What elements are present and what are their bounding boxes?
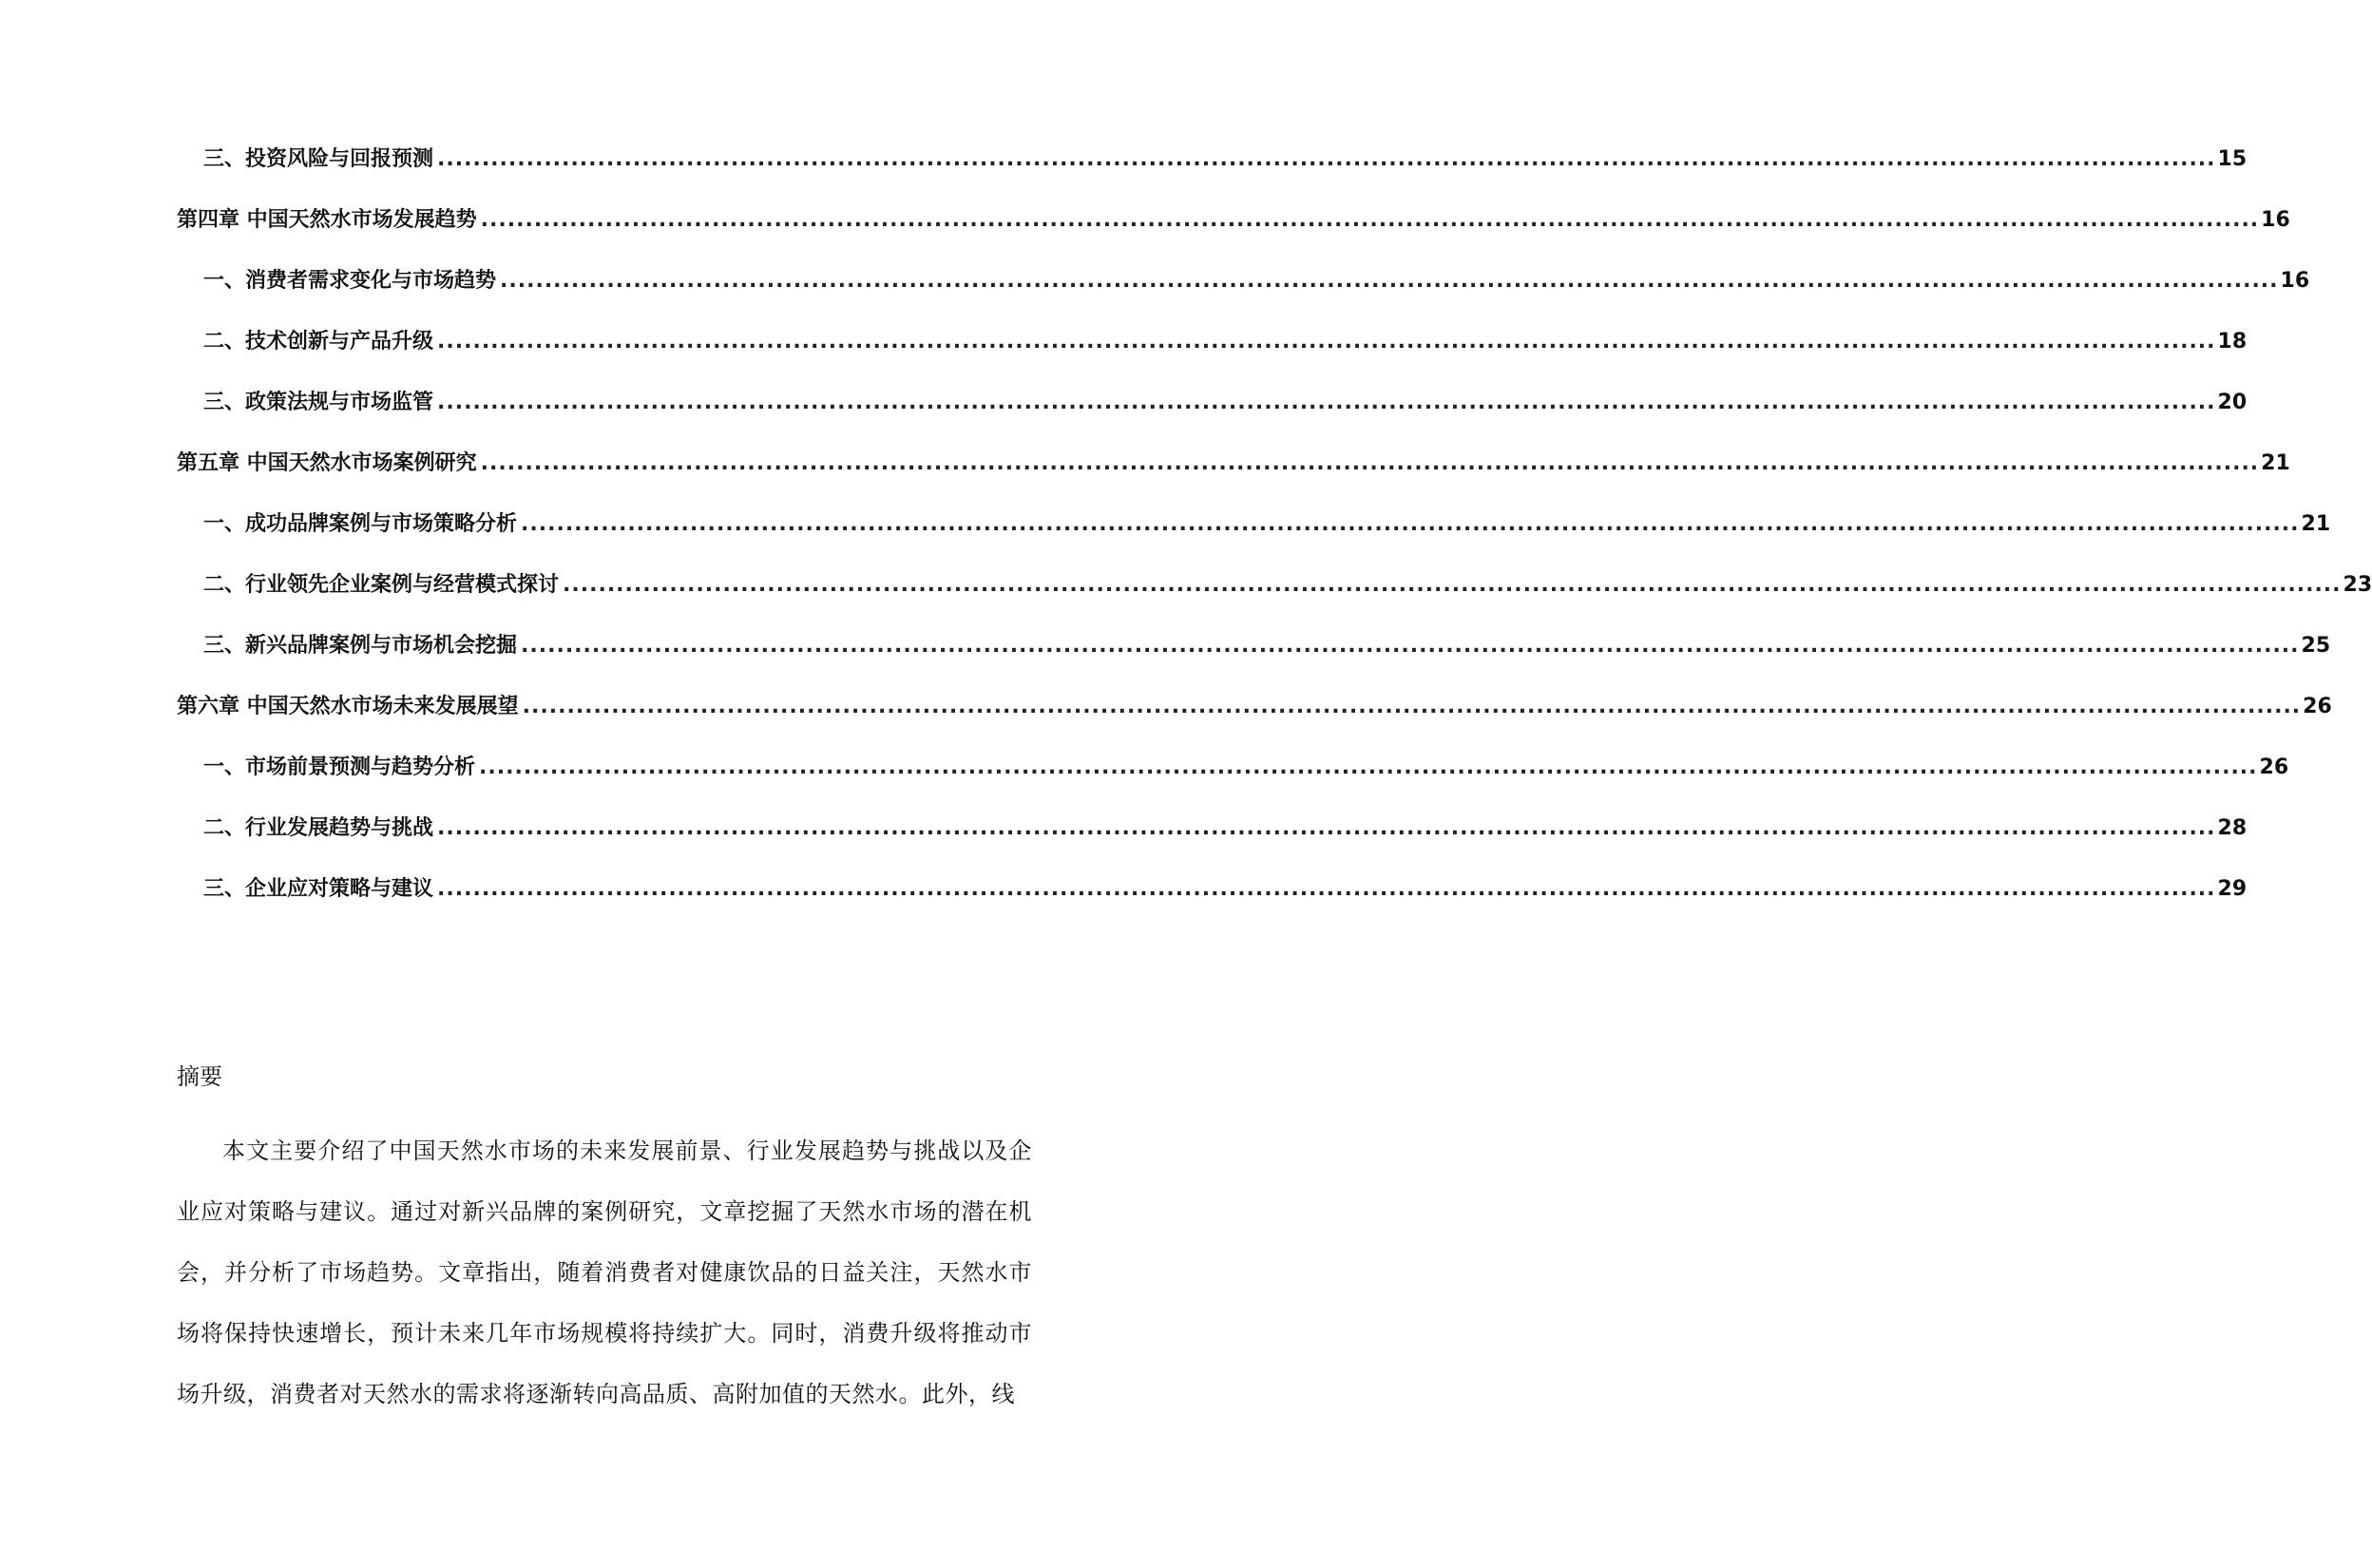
toc-entry-number: 三、 xyxy=(203,634,246,658)
toc-leader-dots: ........................................................................................................................................................................................................ xyxy=(479,755,2258,779)
toc-entry-page: 15 xyxy=(2217,147,2248,171)
toc-entry-page: 16 xyxy=(2261,208,2290,232)
toc-entry[interactable] xyxy=(177,264,2310,325)
toc-entry[interactable] xyxy=(177,203,2290,264)
toc-entry[interactable] xyxy=(177,143,2248,203)
toc-chapter-title: 第四章 中国天然水市场发展趋势 xyxy=(177,208,477,232)
toc-entry-number: 一、 xyxy=(203,755,246,779)
toc-entry-number: 二、 xyxy=(203,816,246,840)
abstract-body: 本文主要介绍了中国天然水市场的未来发展前景、行业发展趋势与挑战以及企业应对策略与建议。通过对新兴品牌的案例研究，文章挖掘了天然水市场的潜在机会，并分析了市场趋势。文章指出，随着消费者对健康饮品的日益关注，天然水市场将保持快速增长，预计未来几年市场规模将持续扩大。同时，消费升级将推动市场升级，消费者对天然水的需求将逐渐转向高品质、高附加值的天然水。此外，线 xyxy=(177,1138,1032,1407)
toc-entry-page: 21 xyxy=(2301,512,2331,536)
toc-entry[interactable] xyxy=(177,386,2248,447)
toc-entry-title: 新兴品牌案例与市场机会挖掘 xyxy=(245,634,518,658)
toc-entry-title: 企业应对策略与建议 xyxy=(245,877,434,901)
toc-entry-page: 18 xyxy=(2217,330,2248,354)
toc-entry-title: 成功品牌案例与市场策略分析 xyxy=(245,512,518,536)
toc-entry[interactable] xyxy=(177,447,2290,507)
toc-entry[interactable] xyxy=(177,751,2289,812)
toc-entry-number: 一、 xyxy=(203,269,246,293)
toc-entry-number: 三、 xyxy=(203,391,246,414)
toc-leader-dots: ........................................................................................................................................................................................................ xyxy=(437,147,2216,171)
toc-leader-dots: ........................................................................................................................................................................................................ xyxy=(480,208,2260,232)
toc-leader-dots: ........................................................................................................................................................................................................ xyxy=(521,634,2300,658)
toc-entry-number: 一、 xyxy=(203,512,246,536)
toc-entry[interactable] xyxy=(177,872,2248,933)
toc-entry-number: 三、 xyxy=(203,147,246,171)
toc-entry-title: 政策法规与市场监管 xyxy=(245,391,434,414)
toc-leader-dots: ........................................................................................................................................................................................................ xyxy=(500,269,2279,293)
toc-entry-page: 21 xyxy=(2261,451,2290,475)
toc-entry[interactable] xyxy=(177,568,2372,629)
toc-leader-dots: ........................................................................................................................................................................................................ xyxy=(437,877,2216,901)
toc-entry-page: 28 xyxy=(2217,816,2248,840)
toc-entry-title: 消费者需求变化与市场趋势 xyxy=(245,269,497,293)
toc-entry-page: 23 xyxy=(2343,573,2372,597)
abstract-section xyxy=(177,1060,1032,1425)
toc-leader-dots: ........................................................................................................................................................................................................ xyxy=(521,512,2300,536)
toc-entry-number: 二、 xyxy=(203,330,246,354)
toc-entry[interactable] xyxy=(177,325,2248,386)
toc-leader-dots: ........................................................................................................................................................................................................ xyxy=(480,451,2260,475)
toc-leader-dots: ........................................................................................................................................................................................................ xyxy=(437,816,2216,840)
toc-entry-title: 技术创新与产品升级 xyxy=(245,330,434,354)
toc-entry-title: 市场前景预测与趋势分析 xyxy=(245,755,476,779)
toc-leader-dots: ........................................................................................................................................................................................................ xyxy=(437,391,2216,414)
toc-leader-dots: ........................................................................................................................................................................................................ xyxy=(437,330,2216,354)
toc-entry[interactable] xyxy=(177,690,2332,751)
toc-entry[interactable] xyxy=(177,629,2331,690)
toc-entry-title: 投资风险与回报预测 xyxy=(245,147,434,171)
toc-entry-number: 二、 xyxy=(203,573,246,597)
toc-entry-title: 行业领先企业案例与经营模式探讨 xyxy=(245,573,560,597)
toc-entry-title: 行业发展趋势与挑战 xyxy=(245,816,434,840)
toc-entry-page: 20 xyxy=(2217,391,2248,414)
toc-entry-page: 25 xyxy=(2301,634,2331,658)
toc-leader-dots: ........................................................................................................................................................................................................ xyxy=(522,695,2302,718)
toc-entry-number: 三、 xyxy=(203,877,246,901)
toc-entry-page: 26 xyxy=(2303,695,2332,718)
toc-entry[interactable] xyxy=(177,812,2248,872)
toc-entry-page: 29 xyxy=(2217,877,2248,901)
toc-leader-dots: ........................................................................................................................................................................................................ xyxy=(563,573,2342,597)
abstract-heading: 摘要 xyxy=(177,1063,222,1090)
toc-chapter-title: 第五章 中国天然水市场案例研究 xyxy=(177,451,477,475)
table-of-contents xyxy=(177,143,2372,933)
toc-chapter-title: 第六章 中国天然水市场未来发展展望 xyxy=(177,695,519,718)
toc-entry-page: 16 xyxy=(2280,269,2310,293)
toc-entry[interactable] xyxy=(177,507,2331,568)
toc-entry-page: 26 xyxy=(2259,755,2289,779)
